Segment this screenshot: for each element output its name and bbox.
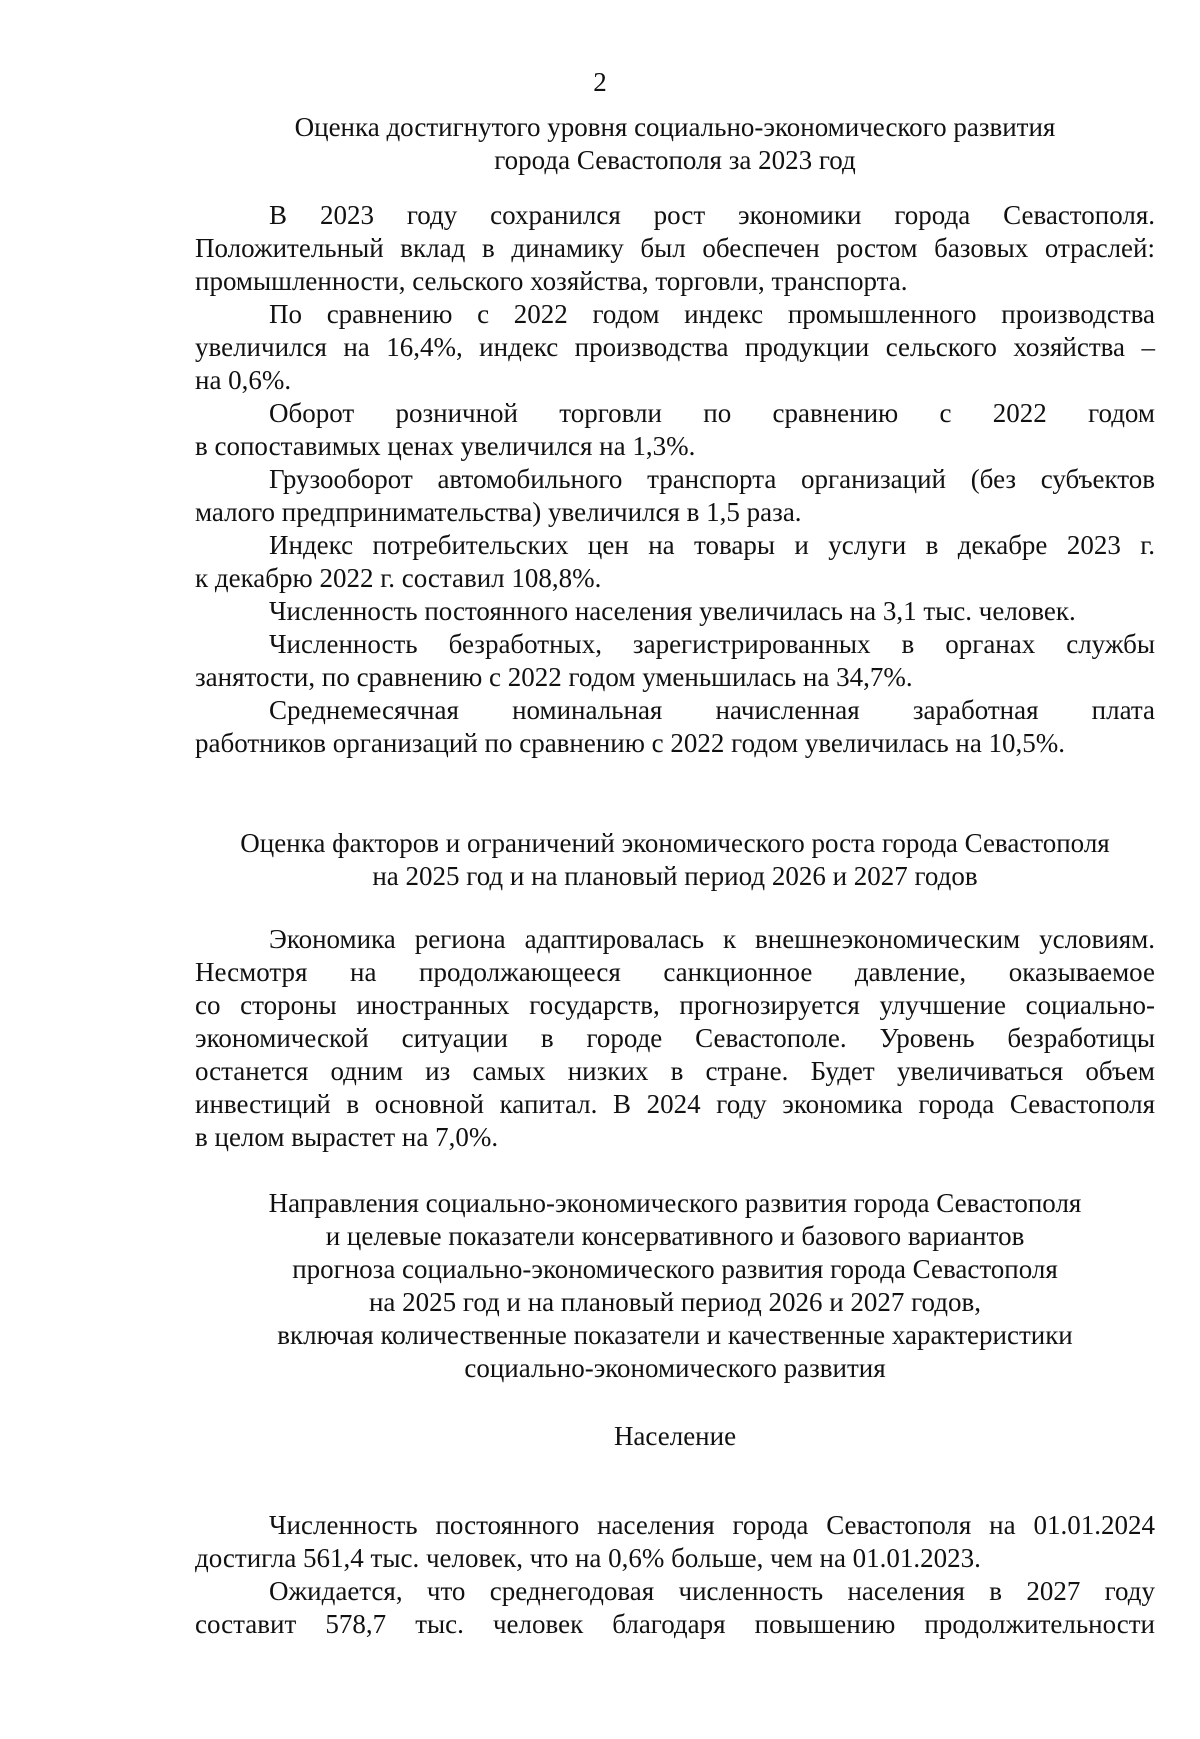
text-line: на 0,6%. xyxy=(195,365,292,395)
heading-line: Направления социально-экономического развития города Севастополя xyxy=(268,1188,1082,1218)
text-line: составит 578,7 тыс. человек благодаря повышению продолжительности xyxy=(195,1609,1155,1639)
paragraph-economy-growth xyxy=(195,199,1155,298)
heading-line: Оценка факторов и ограничений экономического роста города Севастополя xyxy=(240,828,1110,858)
text-line: В 2023 году сохранился рост экономики города Севастополя. xyxy=(269,200,1155,230)
page-number: 2 xyxy=(593,67,607,97)
text-line: Численность постоянного населения города Севастополя на 01.01.2024 xyxy=(269,1510,1155,1540)
text-line: со стороны иностранных государств, прогнозируется улучшение социально- xyxy=(195,990,1155,1020)
heading-line: Оценка достигнутого уровня социально-экономического развития xyxy=(294,112,1056,142)
section-body-factors xyxy=(195,923,1155,1154)
heading-line: на 2025 год и на плановый период 2026 и 2027 годов xyxy=(372,861,978,891)
text-line: занятости, по сравнению с 2022 годом уменьшилась на 34,7%. xyxy=(195,662,913,692)
paragraph-average-wage xyxy=(195,694,1155,760)
text-line: Численность постоянного населения увеличилась на 3,1 тыс. человек. xyxy=(269,596,1076,626)
heading-line: прогноза социально-экономического развития города Севастополя xyxy=(292,1254,1058,1284)
heading-line: и целевые показатели консервативного и базового вариантов xyxy=(325,1221,1025,1251)
section-title-population: Население xyxy=(613,1421,737,1451)
text-line: Индекс потребительских цен на товары и услуги в декабре 2023 г. xyxy=(269,530,1155,560)
text-line: к декабрю 2022 г. составил 108,8%. xyxy=(195,563,602,593)
paragraph-regional-economy xyxy=(195,923,1155,1154)
paragraph-population-count xyxy=(195,1509,1155,1575)
paragraph-industrial-index xyxy=(195,298,1155,397)
text-line: Грузооборот автомобильного транспорта организаций (без субъектов xyxy=(269,464,1155,494)
text-line: Оборот розничной торговли по сравнению с 2022 годом xyxy=(269,398,1155,428)
heading-line: социально-экономического развития xyxy=(464,1353,886,1383)
text-line: По сравнению с 2022 годом индекс промышленного производства xyxy=(269,299,1155,329)
text-line: в сопоставимых ценах увеличился на 1,3%. xyxy=(195,431,696,461)
text-line: малого предпринимательства) увеличился в 1,5 раза. xyxy=(195,497,802,527)
text-line: Среднемесячная номинальная начисленная заработная плата xyxy=(269,695,1155,725)
heading-line: включая количественные показатели и качественные характеристики xyxy=(277,1320,1073,1350)
text-line: достигла 561,4 тыс. человек, что на 0,6% больше, чем на 01.01.2023. xyxy=(195,1543,981,1573)
paragraph-retail-turnover xyxy=(195,397,1155,463)
paragraph-population-growth xyxy=(195,595,1155,628)
text-line: Положительный вклад в динамику был обеспечен ростом базовых отраслей: xyxy=(195,233,1155,263)
text-line: работников организаций по сравнению с 2022 годом увеличилась на 10,5%. xyxy=(195,728,1066,758)
heading-line: на 2025 год и на плановый период 2026 и 2027 годов, xyxy=(368,1287,982,1317)
section-title-factors xyxy=(195,827,1155,893)
section-body-assessment xyxy=(195,199,1155,760)
paragraph-population-forecast xyxy=(195,1575,1155,1641)
text-line: Ожидается, что среднегодовая численность населения в 2027 году xyxy=(269,1576,1155,1606)
text-line: Несмотря на продолжающееся санкционное давление, оказываемое xyxy=(195,957,1155,987)
section-title-directions xyxy=(195,1187,1155,1385)
section-body-population xyxy=(195,1509,1155,1641)
heading-line: города Севастополя за 2023 год xyxy=(494,145,856,175)
text-line: увеличился на 16,4%, индекс производства продукции сельского хозяйства – xyxy=(195,332,1155,362)
text-line: инвестиций в основной капитал. В 2024 году экономика города Севастополя xyxy=(195,1089,1155,1119)
text-line: в целом вырастет на 7,0%. xyxy=(195,1122,499,1152)
text-line: останется одним из самых низких в стране. Будет увеличиваться объем xyxy=(195,1056,1155,1086)
text-line: экономической ситуации в городе Севастополе. Уровень безработицы xyxy=(195,1023,1155,1053)
text-line: промышленности, сельского хозяйства, торговли, транспорта. xyxy=(195,266,908,296)
paragraph-consumer-prices xyxy=(195,529,1155,595)
paragraph-unemployed xyxy=(195,628,1155,694)
text-line: Экономика региона адаптировалась к внешнеэкономическим условиям. xyxy=(269,924,1155,954)
paragraph-freight-turnover xyxy=(195,463,1155,529)
text-line: Численность безработных, зарегистрированных в органах службы xyxy=(269,629,1155,659)
section-title-assessment xyxy=(195,111,1155,177)
